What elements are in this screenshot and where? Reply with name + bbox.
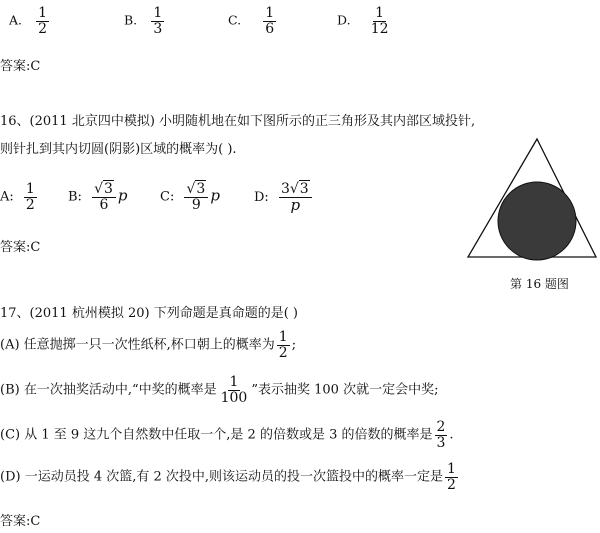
fraction: $\frac{1}{3}$ <box>153 5 163 37</box>
q16-answer: 答案:C <box>0 240 41 255</box>
fraction: $\frac{2}{3}$ <box>436 419 446 451</box>
option-label: A. <box>9 12 23 28</box>
option-label: D. <box>337 12 351 28</box>
fraction: $\frac{1}{100}$ <box>220 374 248 406</box>
q16-line1: 16、(2011 北京四中模拟) 小明随机地在如下图所示的正三角形及其内部区域投针, <box>0 114 476 129</box>
figure-caption: 第 16 题图 <box>510 277 569 291</box>
option-label: D: <box>254 190 269 206</box>
fraction: $\frac{1}{6}$ <box>265 5 275 37</box>
sqrt: √3 <box>289 181 309 197</box>
top-option-c <box>228 6 278 36</box>
fraction: $\frac{1}{2}$ <box>38 5 48 37</box>
q16-option-b <box>68 182 128 212</box>
option-label: B: <box>68 189 82 205</box>
fraction: $\frac{3√3}{p}$ <box>279 182 312 213</box>
top-option-a <box>9 6 51 36</box>
answer-previous: 答案:C <box>0 59 41 74</box>
option-label: C. <box>228 12 242 28</box>
inscribed-circle <box>498 182 576 260</box>
option-label: A: <box>0 189 14 205</box>
q17-option-c: (C) 从 1 至 9 这九个自然数中任取一个,是 2 的倍数或是 3 的倍数的概率是 $\frac{2}{3}$ . <box>0 419 454 451</box>
fraction: $\frac{1}{2}$ <box>447 461 456 493</box>
fraction: $\frac{1}{2}$ <box>278 329 288 361</box>
q17-option-b: (B) 在一次抽奖活动中,“中奖的概率是 $\frac{1}{100}$ ”表示抽奖 100 次就一定会中奖; <box>0 374 439 406</box>
top-option-b <box>124 6 166 36</box>
q17-option-a: (A) 任意抛掷一只一次性纸杯,杯口朝上的概率为 $\frac{1}{2}$ ; <box>0 329 297 361</box>
option-label: B. <box>124 12 138 28</box>
variable: p <box>117 186 128 205</box>
q16-option-d <box>254 182 314 213</box>
q16-option-a <box>0 182 39 212</box>
sqrt: √3 <box>186 181 206 197</box>
q17-option-d: (D) 一运动员投 4 次篮,有 2 次投中,则该运动员的投一次篮投中的概率一定是 $\frac{1}{2}$ <box>0 461 456 493</box>
top-option-d <box>337 6 393 36</box>
fraction: $\frac{√3}{6}$ <box>92 182 116 212</box>
fraction: $\frac{1}{12}$ <box>370 5 389 37</box>
q17-title: 17、(2011 杭州模拟 20) 下列命题是真命题的是( ) <box>0 306 298 321</box>
q16-line2: 则针扎到其内切圆(阴影)区域的概率为( ). <box>0 142 237 157</box>
q16-option-c <box>160 182 220 212</box>
option-label: C: <box>160 189 175 205</box>
q17-answer: 答案:C <box>0 514 41 529</box>
fraction: $\frac{1}{2}$ <box>25 181 35 213</box>
variable: p <box>210 186 220 205</box>
fraction: $\frac{√3}{9}$ <box>184 182 208 212</box>
triangle-incircle-figure <box>460 135 600 263</box>
sqrt: √3 <box>94 181 113 197</box>
